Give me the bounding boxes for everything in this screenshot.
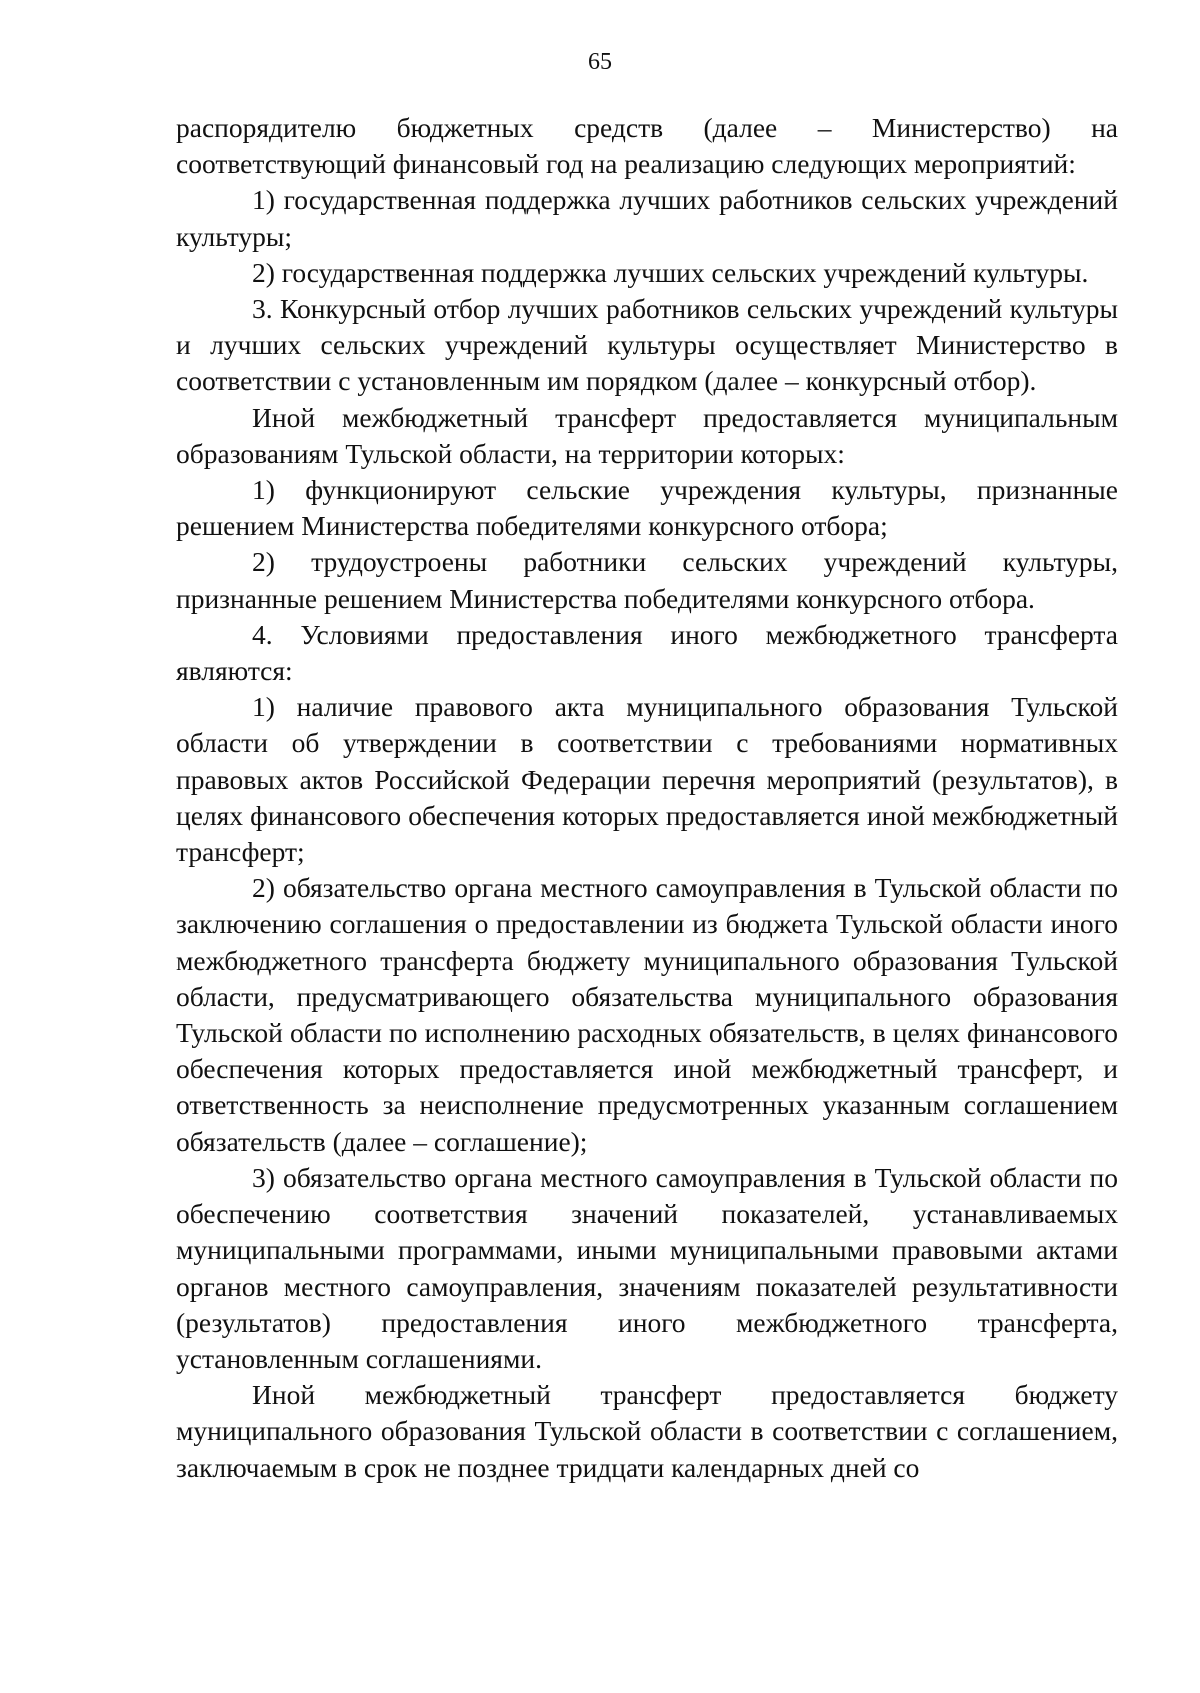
paragraph-section-3-selection: 3. Конкурсный отбор лучших работников сельских учреждений культуры и лучших сельских учреждений культуры осуществляет Министерство в соответствии с установленным им порядком (далее – конкурсный отбор).	[176, 293, 1118, 397]
paragraph-recipient-condition-2: 2) трудоустроены работники сельских учреждений культуры, признанные решением Министерства победителями конкурсного отбора.	[176, 546, 1118, 614]
paragraph-condition-3-indicators: 3) обязательство органа местного самоуправления в Тульской области по обеспечению соответствия значений показателей, устанавливаемых муниципальными программами, иными муниципальными правовыми актами органов местного самоуправления, значениям показателей результативности (результатов) предоставления иного межбюджетного трансферта, установленным соглашениями.	[176, 1161, 1118, 1374]
paragraph-condition-1-legal-act: 1) наличие правового акта муниципального образования Тульской области об утверждении в соответствии с требованиями нормативных правовых актов Российской Федерации перечня мероприятий (результатов), в целях финансового обеспечения которых предоставляется иной межбюджетный трансферт;	[176, 691, 1118, 868]
page-number: 65	[588, 49, 612, 75]
paragraph-condition-2-agreement: 2) обязательство органа местного самоуправления в Тульской области по заключению соглашения о предоставлении из бюджета Тульской области иного межбюджетного трансферта бюджету муниципального образования Тульской области, предусматривающего обязательства муниципального образования Тульской области по исполнению расходных обязательств, в целях финансового обеспечения которых предоставляется иной межбюджетный трансферт, и ответственность за неисполнение предусмотренных указанным соглашением обязательств (далее – соглашение);	[176, 872, 1118, 1157]
paragraph-intro: распорядителю бюджетных средств (далее – Министерство) на соответствующий финансовый год на реализацию следующих мероприятий:	[176, 112, 1118, 180]
document-body	[176, 110, 1118, 1486]
paragraph-section-4-conditions: 4. Условиями предоставления иного межбюджетного трансферта являются:	[176, 618, 1118, 687]
paragraph-transfer-agreement: Иной межбюджетный трансферт предоставляется бюджету муниципального образования Тульской области в соответствии с соглашением, заключаемым в срок не позднее тридцати календарных дней со	[176, 1379, 1118, 1483]
paragraph-item-1-support-workers: 1) государственная поддержка лучших работников сельских учреждений культуры;	[176, 184, 1118, 252]
paragraph-recipient-condition-1: 1) функционируют сельские учреждения культуры, признанные решением Министерства победителями конкурсного отбора;	[176, 474, 1118, 542]
paragraph-transfer-recipients: Иной межбюджетный трансферт предоставляется муниципальным образованиям Тульской области, на территории которых:	[176, 401, 1118, 469]
paragraph-item-2-support-institutions: 2) государственная поддержка лучших сельских учреждений культуры.	[252, 256, 1089, 288]
